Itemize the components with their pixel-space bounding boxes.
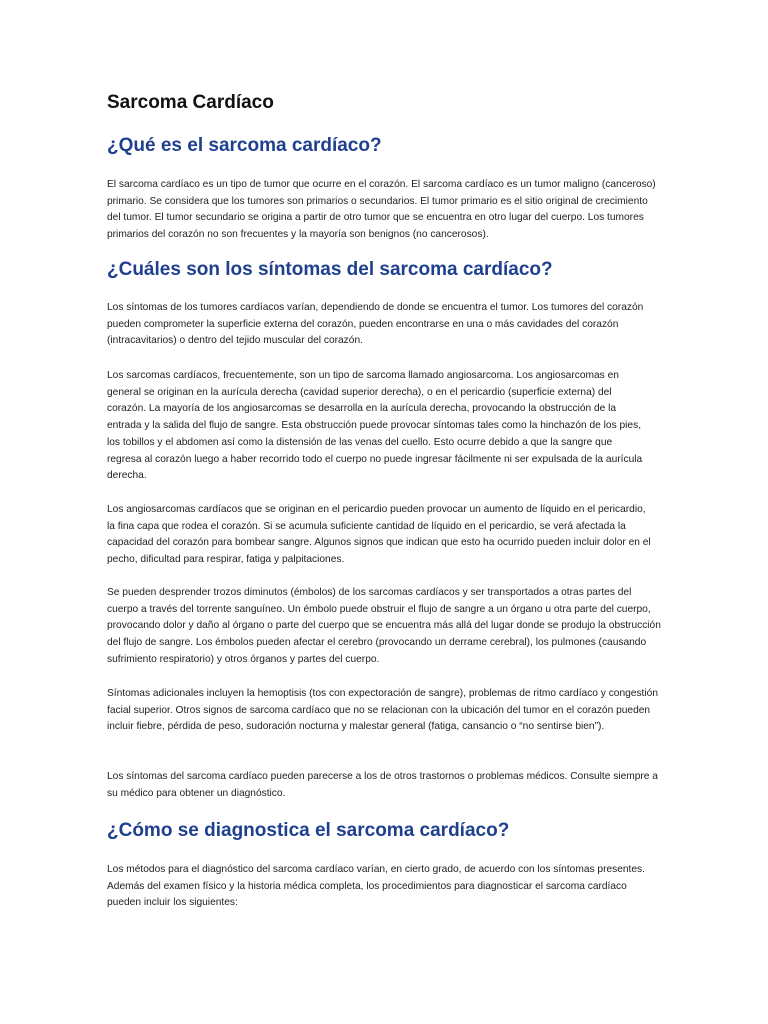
section-heading-diagnosis: ¿Cómo se diagnostica el sarcoma cardíaco?: [107, 820, 510, 841]
paragraph: Síntomas adicionales incluyen la hemoptisis (tos con expectoración de sangre), problemas de ritmo cardíaco y congestión facial superior. Otros signos de sarcoma cardíaco que no se relacionan con la ubicación del tumor en el corazón pueden incluir fiebre, pérdida de peso, sudoración nocturna y malestar general (fatiga, cansancio o “no sentirse bien”).: [107, 688, 658, 733]
paragraph: Los síntomas de los tumores cardíacos varían, dependiendo de donde se encuentra el tumor. Los tumores del corazón pueden comprometer la superficie externa del corazón, pueden encontrarse en una o más cavidades del corazón (intracavitarios) o dentro del tejido muscular del corazón.: [107, 302, 644, 347]
paragraph: Los métodos para el diagnóstico del sarcoma cardíaco varían, en cierto grado, de acuerdo con los síntomas presentes. Además del examen físico y la historia médica completa, los procedimientos para diagnosticar el sarcoma cardíaco pueden incluir los siguientes:: [107, 864, 645, 909]
paragraph: El sarcoma cardíaco es un tipo de tumor que ocurre en el corazón. El sarcoma cardíaco es un tumor maligno (canceroso) primario. Se considera que los tumores son primarios o secundarios. El tumor primario es el sitio original de crecimiento del tumor. El tumor secundario se origina a partir de otro tumor que se encuentra en otro lugar del cuerpo. Los tumores primarios del corazón no son frecuentes y la mayoría son benignos (no cancerosos).: [107, 179, 656, 241]
section-heading-symptoms: ¿Cuáles son los síntomas del sarcoma cardíaco?: [107, 259, 553, 280]
paragraph: Los angiosarcomas cardíacos que se originan en el pericardio pueden provocar un aumento de líquido en el pericardio, la fina capa que rodea el corazón. Si se acumula suficiente cantidad de líquido en el pericardio, se verá afectada la capacidad del corazón para bombear sangre. Algunos signos que indican que esto ha ocurrido pueden incluir dolor en el pecho, dificultad para respirar, fatiga y palpitaciones.: [107, 504, 651, 566]
paragraph: Se pueden desprender trozos diminutos (émbolos) de los sarcomas cardíacos y ser transportados a otras partes del cuerpo a través del torrente sanguíneo. Un émbolo puede obstruir el flujo de sangre a un órgano u otra parte del cuerpo, provocando dolor y daño al órgano o parte del cuerpo que se encuentra más allá del lugar donde se produjo la obstrucción del flujo de sangre. Los émbolos pueden afectar el cerebro (provocando un derrame cerebral), los pulmones (causando sufrimiento respiratorio) y otros órganos y partes del cuerpo.: [107, 587, 661, 665]
paragraph: Los sarcomas cardíacos, frecuentemente, son un tipo de sarcoma llamado angiosarcoma. Los angiosarcomas en general se originan en la aurícula derecha (cavidad superior derecha), o en el pericardio (superficie externa) del corazón. La mayoría de los angiosarcomas se desarrolla en la aurícula derecha, provocando la obstrucción de la entrada y la salida del flujo de sangre. Esta obstrucción puede provocar síntomas tales como la hinchazón de los pies, los tobillos y el abdomen así como la distensión de las venas del cuello. Esto ocurre debido a que la sangre que regresa al corazón luego a haber recorrido todo el cuerpo no puede ingresar fácilmente ni ser expulsada de la aurícula derecha.: [107, 370, 643, 482]
document-title: Sarcoma Cardíaco: [107, 92, 274, 113]
paragraph: Los síntomas del sarcoma cardíaco pueden parecerse a los de otros trastornos o problemas médicos. Consulte siempre a su médico para obtener un diagnóstico.: [107, 771, 658, 799]
section-heading-what-is: ¿Qué es el sarcoma cardíaco?: [107, 135, 382, 156]
